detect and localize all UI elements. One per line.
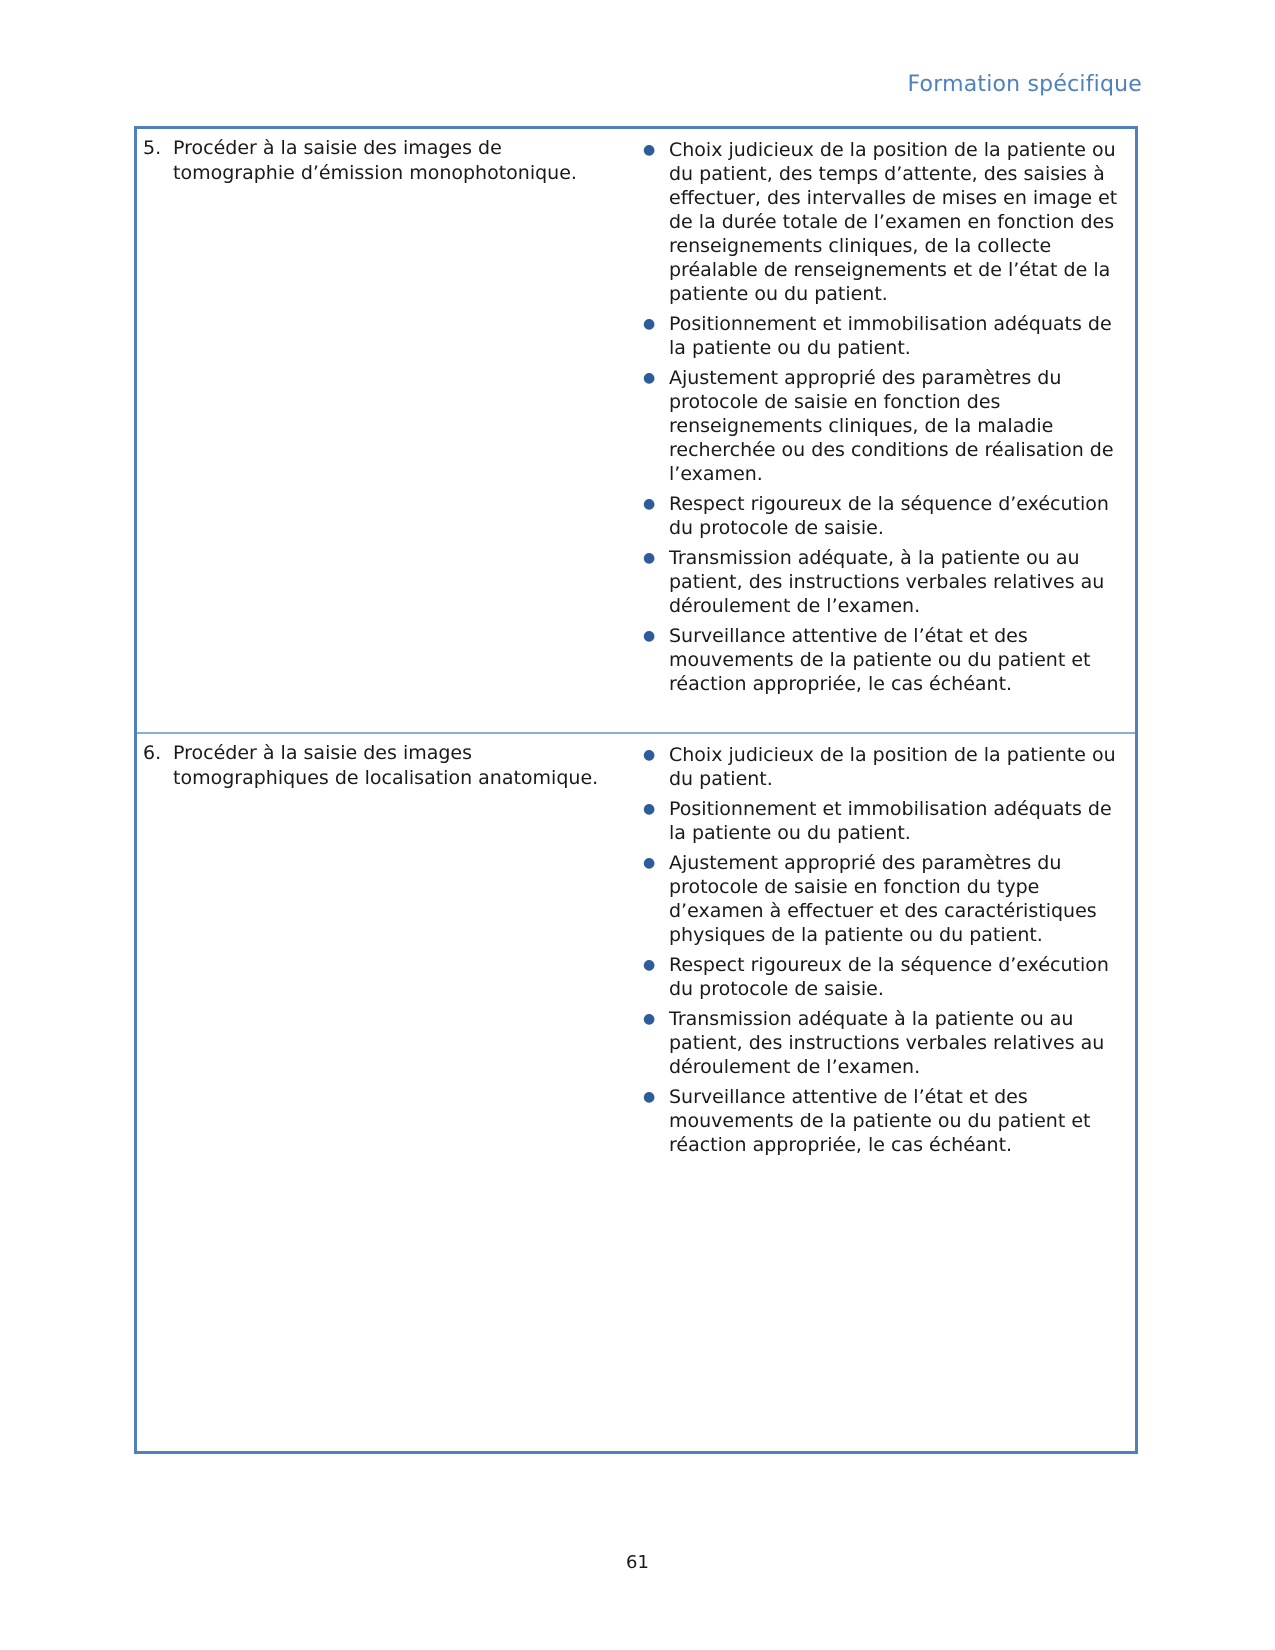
competence-cell	[143, 136, 613, 186]
table-row	[137, 129, 1135, 734]
bullet-icon: ●	[643, 550, 656, 566]
criterion-text: Ajustement approprié des paramètres du protocole de saisie en fonction du type d’examen à effectuer et des caractéristiques physiques de la patiente ou du patient.	[669, 852, 1097, 946]
list-item	[639, 546, 1129, 618]
bullet-icon: ●	[643, 957, 656, 973]
competence-number: 5.	[143, 137, 162, 159]
table-row	[137, 734, 1135, 1451]
competence-table	[134, 126, 1138, 1454]
list-item	[639, 312, 1129, 360]
competence-text: Procéder à la saisie des images de tomographie d’émission monophotonique.	[173, 137, 577, 184]
criterion-text: Surveillance attentive de l’état et des mouvements de la patiente ou du patient et réaction appropriée, le cas échéant.	[669, 625, 1091, 695]
criteria-list	[639, 743, 1129, 1163]
criteria-list	[639, 138, 1129, 702]
bullet-icon: ●	[643, 1089, 656, 1105]
bullet-icon: ●	[643, 496, 656, 512]
competence-number: 6.	[143, 742, 162, 764]
list-item	[639, 743, 1129, 791]
list-item	[639, 1007, 1129, 1079]
criterion-text: Respect rigoureux de la séquence d’exécution du protocole de saisie.	[669, 954, 1109, 1000]
list-item	[639, 366, 1129, 486]
criterion-text: Ajustement approprié des paramètres du protocole de saisie en fonction des renseignements cliniques, de la maladie recherchée ou des conditions de réalisation de l’examen.	[669, 367, 1114, 485]
bullet-icon: ●	[643, 855, 656, 871]
bullet-icon: ●	[643, 316, 656, 332]
criterion-text: Positionnement et immobilisation adéquats de la patiente ou du patient.	[669, 313, 1112, 359]
competence-cell	[143, 741, 613, 791]
list-item	[639, 492, 1129, 540]
criterion-text: Respect rigoureux de la séquence d’exécution du protocole de saisie.	[669, 493, 1109, 539]
criterion-text: Choix judicieux de la position de la patiente ou du patient.	[669, 744, 1116, 790]
page-number: 61	[626, 1552, 649, 1573]
list-item	[639, 624, 1129, 696]
list-item	[639, 1085, 1129, 1157]
criterion-text: Transmission adéquate, à la patiente ou au patient, des instructions verbales relatives au déroulement de l’examen.	[669, 547, 1105, 617]
bullet-icon: ●	[643, 370, 656, 386]
criterion-text: Positionnement et immobilisation adéquats de la patiente ou du patient.	[669, 798, 1112, 844]
bullet-icon: ●	[643, 747, 656, 763]
bullet-icon: ●	[643, 801, 656, 817]
criterion-text: Choix judicieux de la position de la patiente ou du patient, des temps d’attente, des saisies à effectuer, des intervalles de mises en image et de la durée totale de l’examen en fonction des renseignements cliniques, de la collecte préalable de renseignements et de l’état de la patiente ou du patient.	[669, 139, 1118, 305]
bullet-icon: ●	[643, 1011, 656, 1027]
list-item	[639, 953, 1129, 1001]
bullet-icon: ●	[643, 628, 656, 644]
criterion-text: Transmission adéquate à la patiente ou au patient, des instructions verbales relatives au déroulement de l’examen.	[669, 1008, 1105, 1078]
bullet-icon: ●	[643, 142, 656, 158]
list-item	[639, 797, 1129, 845]
competence-text: Procéder à la saisie des images tomographiques de localisation anatomique.	[173, 742, 599, 789]
criterion-text: Surveillance attentive de l’état et des mouvements de la patiente ou du patient et réaction appropriée, le cas échéant.	[669, 1086, 1091, 1156]
page-header-title: Formation spécifique	[907, 72, 1142, 97]
list-item	[639, 138, 1129, 306]
list-item	[639, 851, 1129, 947]
